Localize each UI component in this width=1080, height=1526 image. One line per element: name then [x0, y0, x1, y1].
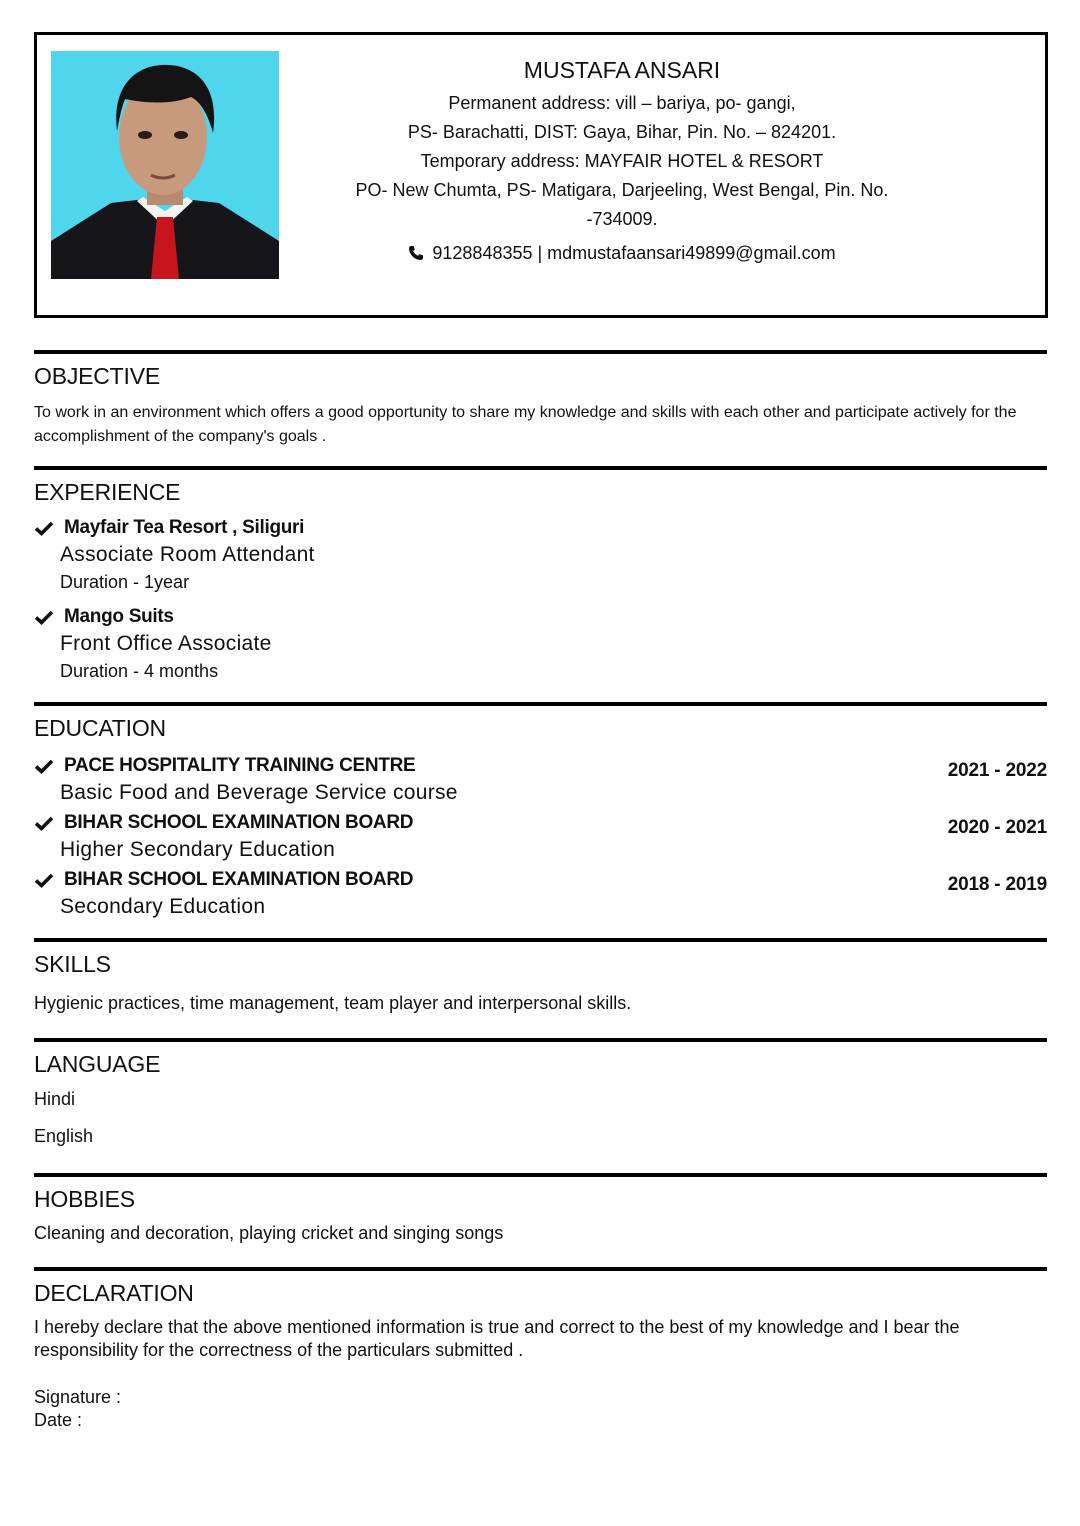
experience-item — [34, 516, 1047, 596]
contact-line — [327, 238, 917, 268]
check-icon — [34, 609, 54, 625]
address-line: -734009. — [586, 209, 658, 229]
language-title: LANGUAGE — [34, 1051, 161, 1077]
skills-text: Hygienic practices, time management, team player and interpersonal skills. — [34, 993, 632, 1013]
check-icon — [34, 758, 54, 774]
job-role: Associate Room Attendant — [60, 543, 315, 566]
institution-name: BIHAR SCHOOL EXAMINATION BOARD — [64, 869, 414, 890]
objective-text: To work in an environment which offers a good opportunity to share my knowledge and skills with each other and participate actively for the accomplishment of the company's goals . — [34, 404, 1017, 445]
education-years: 2021 - 2022 — [947, 760, 1047, 781]
education-item — [34, 811, 1047, 864]
education-years: 2018 - 2019 — [947, 874, 1047, 895]
check-icon — [34, 520, 54, 536]
skills-title: SKILLS — [34, 951, 111, 977]
hobbies-title: HOBBIES — [34, 1186, 135, 1212]
course-name: Basic Food and Beverage Service course — [60, 781, 458, 804]
experience-section — [34, 466, 1047, 685]
language-list — [34, 1081, 1047, 1155]
job-duration: Duration - 4 months — [60, 661, 219, 681]
address-line: Temporary address: MAYFAIR HOTEL & RESORT — [420, 151, 824, 171]
company-name: Mayfair Tea Resort , Siliguri — [64, 517, 305, 538]
check-icon — [34, 872, 54, 888]
header-text — [327, 53, 917, 268]
address-line: PO- New Chumta, PS- Matigara, Darjeeling, West Bengal, Pin. No. — [355, 180, 889, 200]
education-item — [34, 868, 1047, 921]
experience-title: EXPERIENCE — [34, 479, 181, 505]
date-label: Date : — [34, 1410, 83, 1430]
institution-name: PACE HOSPITALITY TRAINING CENTRE — [64, 755, 416, 776]
header-box — [34, 32, 1048, 318]
objective-title: OBJECTIVE — [34, 363, 161, 389]
profile-photo — [51, 51, 279, 279]
language-section — [34, 1038, 1047, 1155]
course-name: Secondary Education — [60, 895, 266, 918]
hobbies-text: Cleaning and decoration, playing cricket and singing songs — [34, 1223, 504, 1243]
company-name: Mango Suits — [64, 606, 174, 627]
course-name: Higher Secondary Education — [60, 838, 336, 861]
phone-icon — [408, 245, 424, 261]
job-duration: Duration - 1year — [60, 572, 190, 592]
declaration-section — [34, 1267, 1047, 1432]
skills-section — [34, 938, 1047, 1015]
language-item: Hindi — [34, 1089, 76, 1109]
institution-name: BIHAR SCHOOL EXAMINATION BOARD — [64, 812, 414, 833]
experience-item — [34, 605, 1047, 685]
address-line: PS- Barachatti, DIST: Gaya, Bihar, Pin. No. – 824201. — [407, 122, 837, 142]
declaration-title: DECLARATION — [34, 1280, 194, 1306]
contact-text: 9128848355 | mdmustafaansari49899@gmail.com — [432, 243, 836, 263]
language-item: English — [34, 1126, 94, 1146]
check-icon — [34, 815, 54, 831]
job-role: Front Office Associate — [60, 632, 272, 655]
candidate-name: MUSTAFA ANSARI — [523, 57, 721, 83]
hobbies-section — [34, 1173, 1047, 1245]
objective-section — [34, 350, 1047, 449]
education-title: EDUCATION — [34, 715, 166, 741]
education-years: 2020 - 2021 — [947, 817, 1047, 838]
declaration-text: I hereby declare that the above mentioned information is true and correct to the best of my knowledge and I bear the responsibility for the correctness of the particulars submitted . — [34, 1317, 960, 1360]
education-section — [34, 702, 1047, 921]
profile-photo-illustration — [51, 51, 279, 279]
signature-label: Signature : — [34, 1387, 122, 1407]
address-line: Permanent address: vill – bariya, po- gangi, — [448, 93, 796, 113]
education-item — [34, 754, 1047, 807]
